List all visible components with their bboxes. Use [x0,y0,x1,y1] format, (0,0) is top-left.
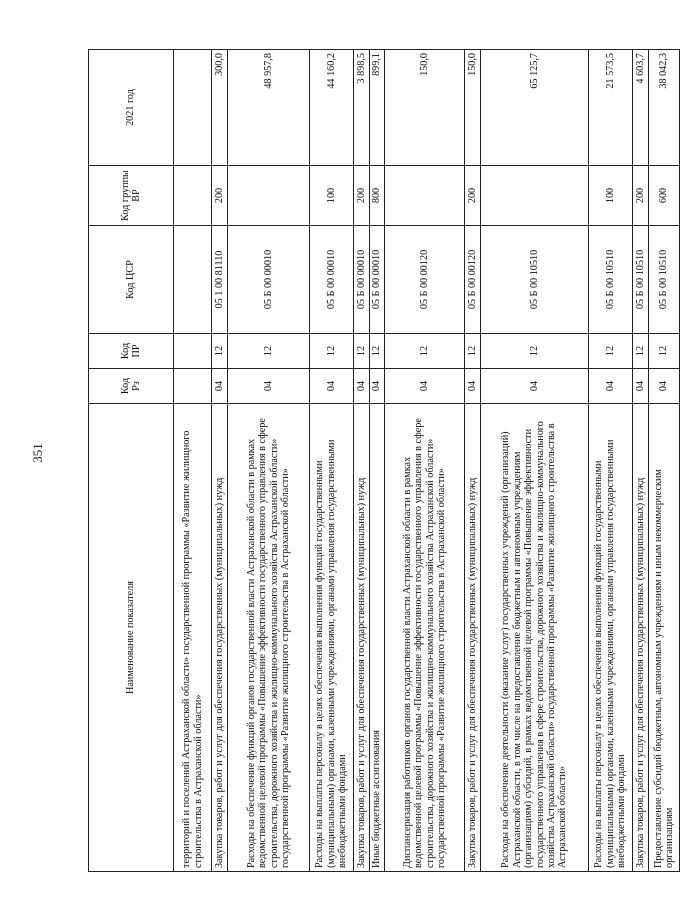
header-name: Наименование показателя [89,404,174,872]
row-csr [174,226,212,334]
row-vr [385,166,465,226]
row-pr: 12 [649,334,680,369]
row-vr: 200 [354,166,370,226]
row-value: 65 125,7 [481,50,589,166]
row-rz: 04 [228,369,310,404]
row-name: Расходы на обеспечение функций органов государственной власти Астраханской области в рамках ведомственной целевой программы «Повышение эффективности государственного управления в сфере строительства, дорожного хозяйства и жилищно-коммунального хозяйства Астраханской области» государственной программы «Развитие жилищного строительства в Астраханской области» [228,404,310,872]
row-vr [481,166,589,226]
row-csr: 05 1 00 81110 [212,226,228,334]
table-row [174,50,212,872]
row-csr: 05 Б 00 00010 [354,226,370,334]
row-vr: 100 [589,166,633,226]
row-pr: 12 [228,334,310,369]
row-pr: 12 [354,334,370,369]
row-vr [174,166,212,226]
row-vr: 200 [465,166,481,226]
table-header-row [89,50,174,872]
table-row [633,50,649,872]
row-value: 38 042,3 [649,50,680,166]
header-rz: Код Рз [89,369,174,404]
table-row [589,50,633,872]
row-rz: 04 [633,369,649,404]
row-csr: 05 Б 00 10510 [481,226,589,334]
row-value: 4 603,7 [633,50,649,166]
row-name: Расходы на выплаты персоналу в целях обеспечения выполнения функций государственными (муниципальными) органами, казенными учреждениями, органами управления государственными внебюджетными фондами [589,404,633,872]
row-csr: 05 Б 00 00120 [465,226,481,334]
budget-table [88,49,680,872]
row-csr: 05 Б 00 00010 [370,226,385,334]
row-value: 899,1 [370,50,385,166]
row-value: 150,0 [465,50,481,166]
row-value: 300,0 [212,50,228,166]
row-name: Закупка товаров, работ и услуг для обеспечения государственных (муниципальных) нужд [465,404,481,872]
row-name: территорий и поселений Астраханской области» государственной программы «Развитие жилищного строительства в Астраханской области» [174,404,212,872]
header-vr: Код группы ВР [89,166,174,226]
row-name: Закупка товаров, работ и услуг для обеспечения государственных (муниципальных) нужд [354,404,370,872]
row-pr: 12 [310,334,354,369]
row-vr: 200 [633,166,649,226]
row-value: 3 898,5 [354,50,370,166]
row-pr: 12 [465,334,481,369]
row-pr: 12 [370,334,385,369]
table-row [212,50,228,872]
row-csr: 05 Б 00 10510 [649,226,680,334]
row-vr: 800 [370,166,385,226]
row-pr: 12 [481,334,589,369]
row-vr [228,166,310,226]
header-pr: Код ПР [89,334,174,369]
table-row [310,50,354,872]
row-vr: 200 [212,166,228,226]
row-csr: 05 Б 00 00120 [385,226,465,334]
row-name: Закупка товаров, работ и услуг для обеспечения государственных (муниципальных) нужд [212,404,228,872]
table-row [465,50,481,872]
table-row [649,50,680,872]
row-rz: 04 [310,369,354,404]
row-csr: 05 Б 00 00010 [228,226,310,334]
row-vr: 600 [649,166,680,226]
row-name: Диспансеризация работников органов государственной власти Астраханской области в рамках ведомственной целевой программы «Повышение эффективности государственного управления в сфере строительства, дорожного хозяйства и жилищно-коммунального хозяйства Астраханской области» государственной программы «Развитие жилищного строительства в Астраханской области» [385,404,465,872]
header-csr: Код ЦСР [89,226,174,334]
row-name: Предоставление субсидий бюджетным, автономным учреждениям и иным некоммерческим организациям [649,404,680,872]
row-rz: 04 [212,369,228,404]
table-row [481,50,589,872]
row-vr: 100 [310,166,354,226]
row-rz: 04 [589,369,633,404]
row-csr: 05 Б 00 00010 [310,226,354,334]
row-value: 44 160,2 [310,50,354,166]
row-name: Расходы на обеспечение деятельности (оказание услуг) государственных учреждений (организаций) Астраханской области, в том числе на предоставление бюджетным и автономным учреждениям (организациям) субсидий, в рамках ведомственной целевой программы «Повышение эффективности государственного управления в сфере строительства, дорожного хозяйства и жилищно-коммунального хозяйства Астраханской области» государственной программы «Развитие жилищного строительства в Астраханской области» [481,404,589,872]
row-rz: 04 [649,369,680,404]
row-name: Закупка товаров, работ и услуг для обеспечения государственных (муниципальных) нужд [633,404,649,872]
row-rz: 04 [354,369,370,404]
row-rz: 04 [465,369,481,404]
table-row [385,50,465,872]
table-row [354,50,370,872]
header-year: 2021 год [89,50,174,166]
row-pr: 12 [212,334,228,369]
row-pr [174,334,212,369]
row-value: 48 957,8 [228,50,310,166]
page-number: 351 [29,443,45,463]
row-csr: 05 Б 00 10510 [589,226,633,334]
table-row [370,50,385,872]
row-value [174,50,212,166]
row-rz: 04 [370,369,385,404]
row-pr: 12 [633,334,649,369]
row-pr: 12 [589,334,633,369]
row-name: Расходы на выплаты персоналу в целях обеспечения выполнения функций государственными (муниципальными) органами, казенными учреждениями, органами управления государственными внебюджетными фондами [310,404,354,872]
table-row [228,50,310,872]
row-pr: 12 [385,334,465,369]
row-csr: 05 Б 00 10510 [633,226,649,334]
row-rz: 04 [481,369,589,404]
rotated-table-frame [88,50,675,872]
row-rz [174,369,212,404]
row-value: 21 573,5 [589,50,633,166]
row-name: Иные бюджетные ассигнования [370,404,385,872]
row-value: 150,0 [385,50,465,166]
row-rz: 04 [385,369,465,404]
